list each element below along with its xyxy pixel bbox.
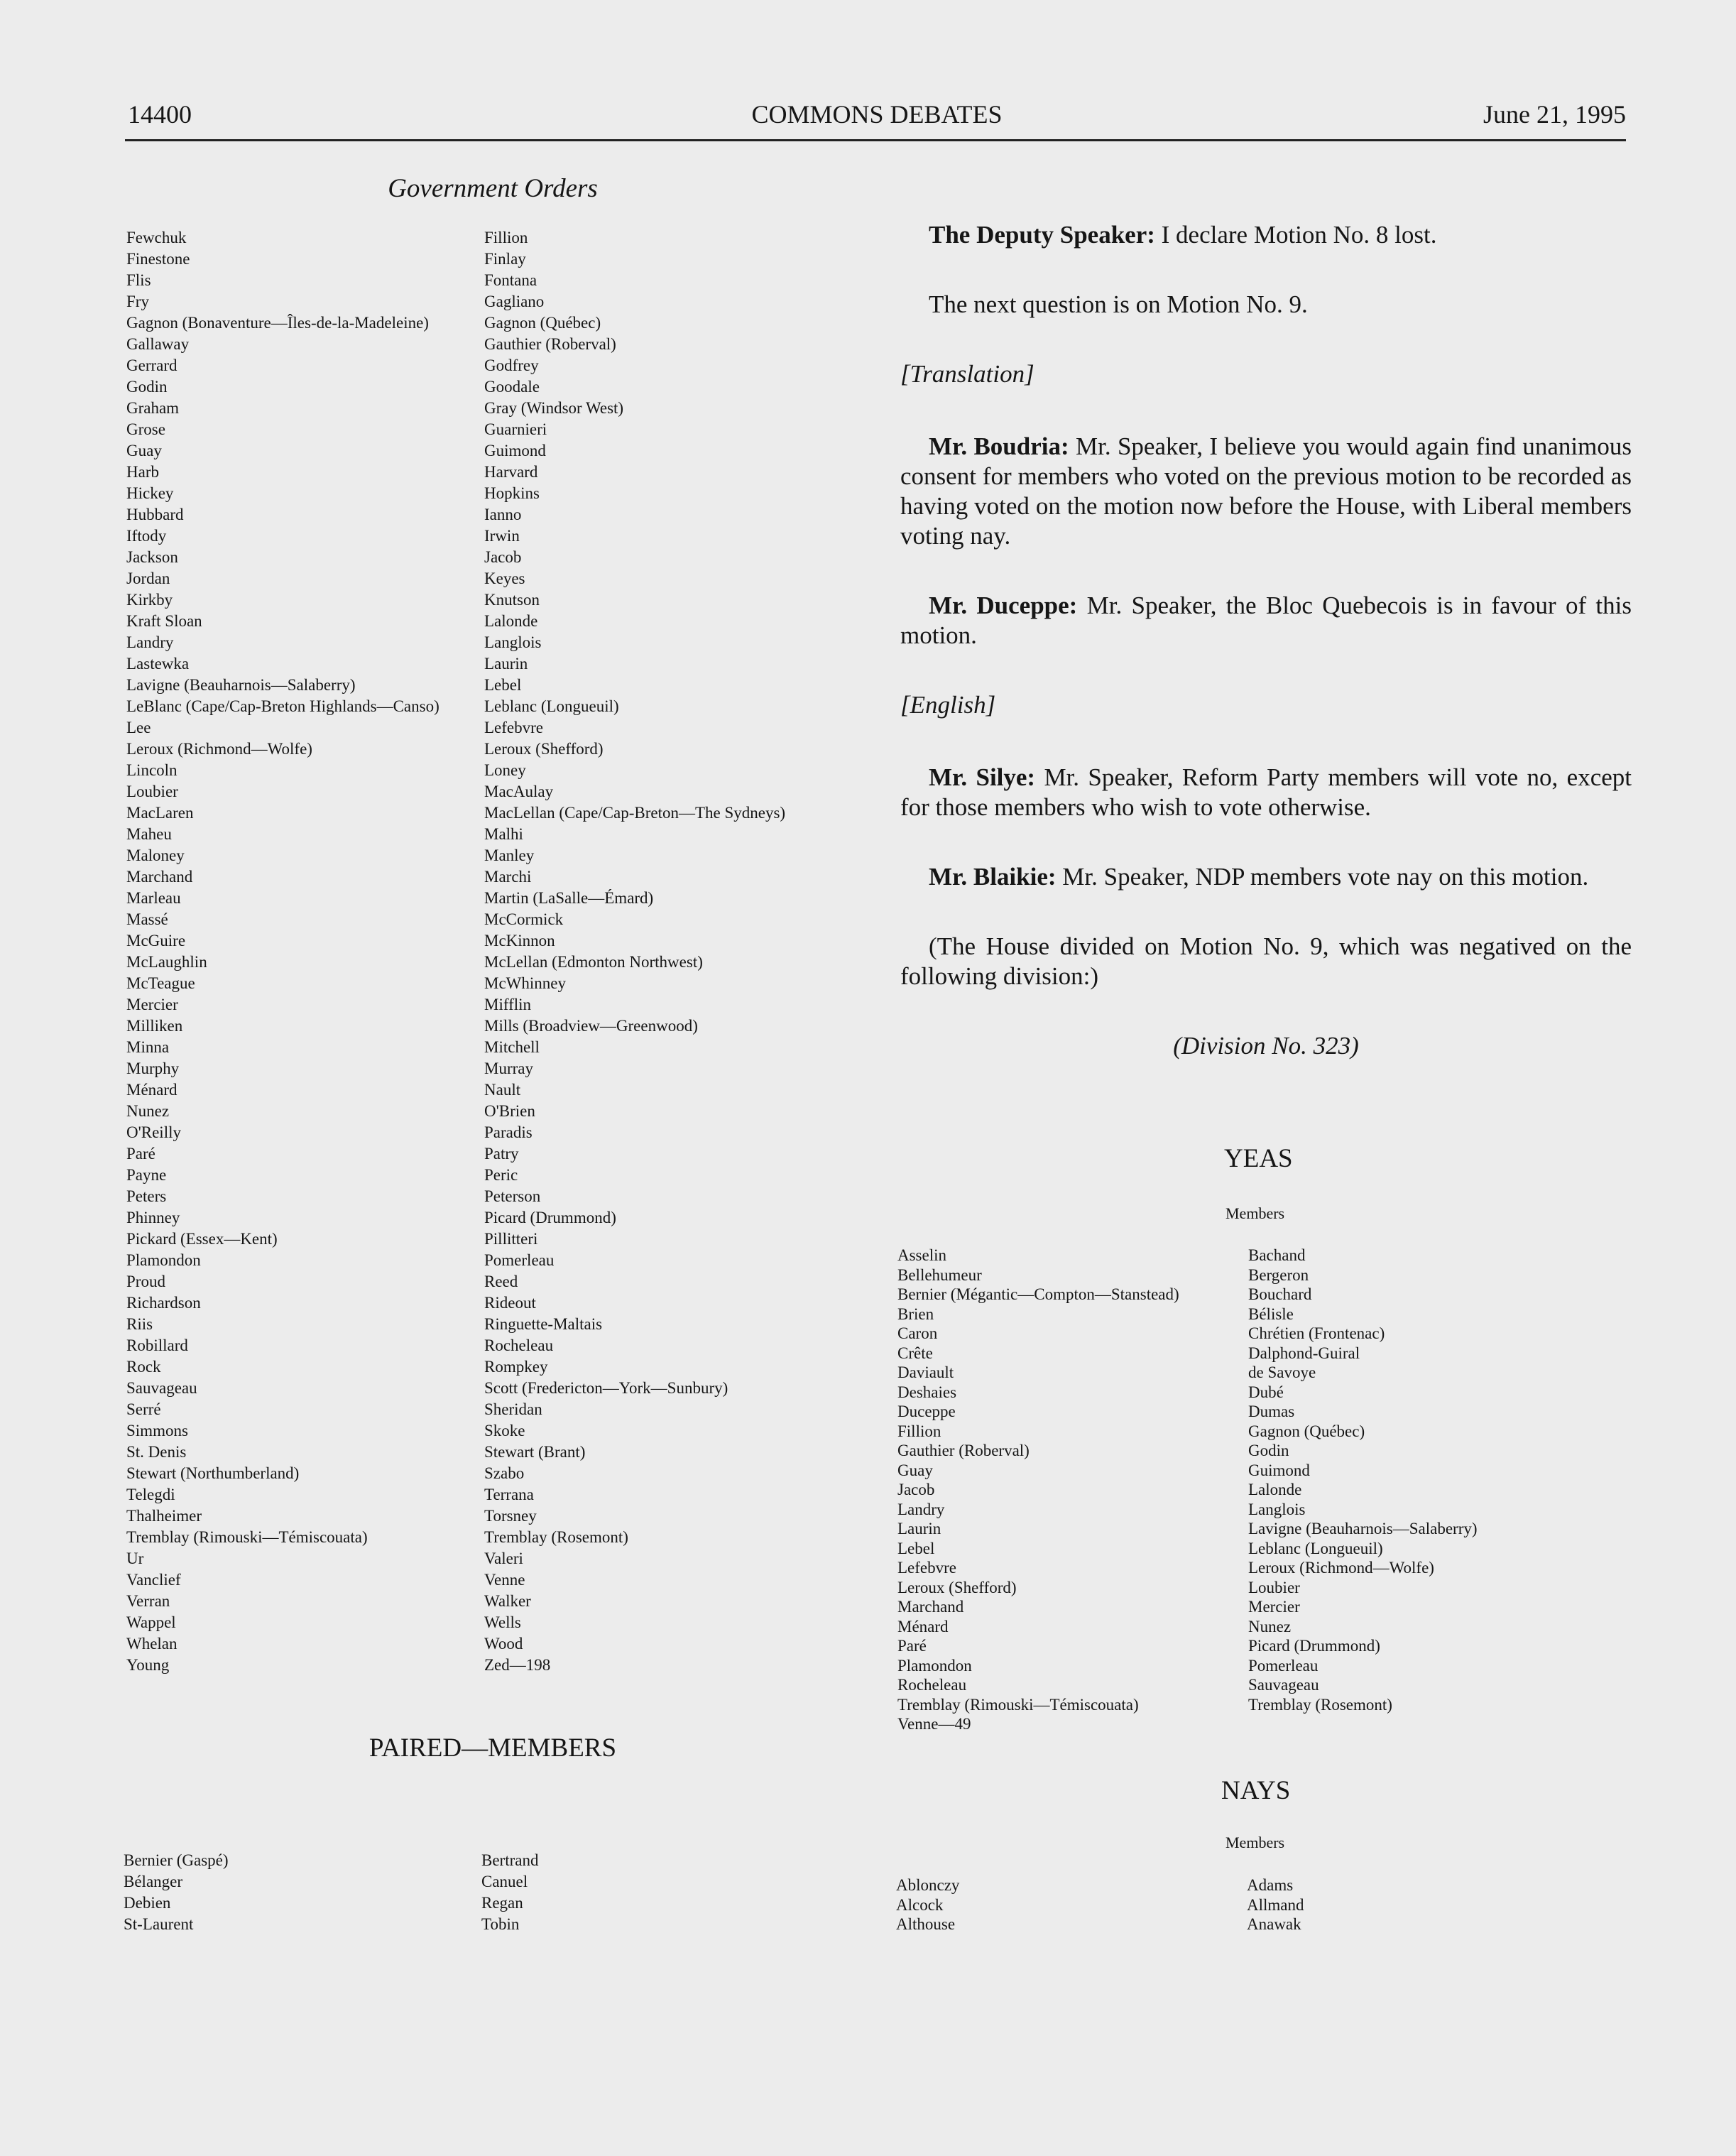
member-name: Gallaway — [126, 335, 190, 353]
nays-column-1 — [896, 1875, 959, 1934]
members-list-column-1 — [126, 227, 467, 1676]
member-name: Venne — [484, 1571, 525, 1589]
member-name: Mitchell — [484, 1038, 540, 1056]
member-name: Guimond — [1248, 1461, 1310, 1479]
member-name: Lavigne (Beauharnois—Salaberry) — [1248, 1520, 1478, 1537]
member-name: Fewchuk — [126, 229, 187, 246]
english-note: [English] — [900, 691, 996, 719]
member-name: Bellehumeur — [897, 1265, 982, 1284]
member-name: Kraft Sloan — [126, 612, 202, 630]
member-name: Terrana — [484, 1486, 534, 1503]
paragraph-next-question: The next question is on Motion No. 9. — [929, 290, 1308, 318]
member-name: Dalphond-Guiral — [1248, 1344, 1360, 1362]
member-name: Torsney — [484, 1507, 537, 1525]
member-name: Gagnon (Québec) — [484, 314, 601, 332]
member-name: Bouchard — [1248, 1285, 1312, 1303]
member-name: Deshaies — [897, 1383, 957, 1401]
member-name: Loubier — [1248, 1578, 1300, 1596]
member-name: Murray — [484, 1060, 533, 1077]
speech-text: I declare Motion No. 8 lost. — [1154, 221, 1437, 249]
member-name: Flis — [126, 271, 151, 289]
member-name: Picard (Drummond) — [484, 1209, 616, 1226]
member-name: Godin — [126, 378, 168, 396]
member-name: Gagnon (Bonaventure—Îles-de-la-Madeleine) — [126, 314, 429, 332]
member-name: Jackson — [126, 548, 178, 566]
member-name: Godin — [1248, 1442, 1289, 1459]
paired-members-heading: PAIRED—MEMBERS — [369, 1733, 617, 1763]
member-name: Lastewka — [126, 655, 190, 673]
member-name: Lee — [126, 719, 151, 736]
member-name: Lincoln — [126, 761, 178, 779]
member-name: Ur — [126, 1550, 144, 1567]
member-name: Marchi — [484, 868, 532, 886]
member-name: St-Laurent — [124, 1915, 194, 1933]
member-name: Harvard — [484, 463, 538, 481]
member-name: Wood — [484, 1635, 523, 1653]
member-name: Telegdi — [126, 1486, 175, 1503]
member-name: de Savoye — [1248, 1363, 1316, 1381]
nays-members-label: Members — [1225, 1834, 1285, 1851]
member-name: Hickey — [126, 484, 174, 502]
member-name: Finlay — [484, 250, 526, 268]
member-name: Marleau — [126, 889, 181, 907]
member-name: Robillard — [126, 1336, 188, 1354]
member-name: Allmand — [1247, 1895, 1304, 1914]
member-name: Hopkins — [484, 484, 540, 502]
member-name: St. Denis — [126, 1443, 187, 1461]
member-name: Graham — [126, 399, 180, 417]
paragraph-silye — [900, 763, 1632, 822]
member-name: Peters — [126, 1187, 167, 1205]
member-name: Paré — [897, 1637, 927, 1655]
member-name: McLellan (Edmonton Northwest) — [484, 953, 703, 971]
member-name: Landry — [126, 633, 174, 651]
member-name: Venne—49 — [897, 1715, 971, 1733]
member-name: Nunez — [126, 1102, 170, 1120]
member-name: Gagnon (Québec) — [1248, 1422, 1365, 1440]
member-name: O'Reilly — [126, 1123, 181, 1141]
member-name: Peric — [484, 1166, 518, 1184]
member-name: Leroux (Richmond—Wolfe) — [126, 740, 312, 758]
member-name: Peterson — [484, 1187, 541, 1205]
member-name: Crête — [897, 1344, 933, 1362]
member-name: Pomerleau — [1248, 1656, 1319, 1675]
member-name: Daviault — [897, 1363, 954, 1381]
member-name: Marchand — [897, 1598, 964, 1616]
member-name: Loubier — [126, 783, 178, 800]
member-name: McKinnon — [484, 932, 555, 949]
member-name: Iftody — [126, 527, 167, 545]
member-name: Bernier (Gaspé) — [124, 1851, 229, 1869]
member-name: Serré — [126, 1400, 161, 1418]
member-name: Ablonczy — [896, 1876, 960, 1894]
member-name: Tremblay (Rosemont) — [1248, 1695, 1392, 1714]
yeas-column-1 — [897, 1246, 1179, 1734]
member-name: Verran — [126, 1592, 170, 1610]
member-name: Jacob — [484, 548, 522, 566]
member-name: Szabo — [484, 1464, 525, 1482]
member-name: Richardson — [126, 1294, 201, 1312]
member-name: Murphy — [126, 1060, 180, 1077]
member-name: Mercier — [126, 996, 178, 1013]
member-name: Leblanc (Longueuil) — [1248, 1539, 1383, 1557]
member-name: Valeri — [484, 1550, 523, 1567]
speaker-name: Mr. Blaikie: — [929, 863, 1057, 891]
member-name: Debien — [124, 1894, 171, 1912]
member-name: Irwin — [484, 527, 520, 545]
member-name: Godfrey — [484, 356, 539, 374]
member-name: Stewart (Northumberland) — [126, 1464, 300, 1482]
member-name: Anawak — [1247, 1915, 1301, 1933]
member-name: Pickard (Essex—Kent) — [126, 1230, 278, 1248]
member-name: Regan — [481, 1894, 523, 1912]
member-name: Caron — [897, 1324, 938, 1342]
member-name: Gerrard — [126, 356, 178, 374]
speaker-name: Mr. Duceppe: — [929, 592, 1078, 619]
member-name: Tremblay (Rimouski—Témiscouata) — [897, 1695, 1139, 1714]
member-name: Scott (Fredericton—York—Sunbury) — [484, 1379, 728, 1397]
member-name: Laurin — [897, 1520, 941, 1537]
member-name: Milliken — [126, 1017, 183, 1035]
member-name: Ianno — [484, 506, 522, 523]
member-name: Payne — [126, 1166, 167, 1184]
member-name: Young — [126, 1656, 170, 1674]
member-name: Massé — [126, 910, 168, 928]
member-name: Rock — [126, 1358, 161, 1376]
member-name: MacLellan (Cape/Cap-Breton—The Sydneys) — [484, 804, 786, 822]
member-name: Laurin — [484, 655, 528, 673]
member-name: Langlois — [484, 633, 542, 651]
member-name: Sheridan — [484, 1400, 542, 1418]
nays-heading: NAYS — [1221, 1776, 1291, 1805]
member-name: Keyes — [484, 570, 525, 587]
member-name: Langlois — [1248, 1500, 1306, 1518]
member-name: O'Brien — [484, 1102, 535, 1120]
member-name: Ringuette-Maltais — [484, 1315, 603, 1333]
member-name: Jordan — [126, 570, 170, 587]
member-name: Rideout — [484, 1294, 536, 1312]
member-name: McWhinney — [484, 974, 566, 992]
paired-column-1 — [124, 1850, 229, 1935]
member-name: Skoke — [484, 1422, 525, 1439]
page-number: 14400 — [128, 100, 192, 129]
member-name: McLaughlin — [126, 953, 207, 971]
division-number: (Division No. 323) — [1173, 1032, 1359, 1060]
member-name: Zed—198 — [484, 1656, 551, 1674]
member-name: Bernier (Mégantic—Compton—Stanstead) — [897, 1285, 1179, 1303]
member-name: Alcock — [896, 1895, 944, 1914]
member-name: Mifflin — [484, 996, 532, 1013]
member-name: Lebel — [897, 1539, 935, 1557]
member-name: Thalheimer — [126, 1507, 202, 1525]
member-name: Dumas — [1248, 1403, 1295, 1420]
member-name: Goodale — [484, 378, 540, 396]
member-name: Nunez — [1248, 1617, 1292, 1635]
member-name: Lalonde — [1248, 1481, 1302, 1498]
member-name: Manley — [484, 846, 535, 864]
member-name: Paré — [126, 1145, 155, 1163]
member-name: Bergeron — [1248, 1265, 1309, 1284]
member-name: Gauthier (Roberval) — [484, 335, 616, 353]
member-name: Gray (Windsor West) — [484, 399, 624, 417]
member-name: Asselin — [897, 1246, 946, 1264]
member-name: Althouse — [896, 1915, 956, 1933]
member-name: Leroux (Shefford) — [484, 740, 604, 758]
member-name: Tremblay (Rosemont) — [484, 1528, 628, 1546]
member-name: Lefebvre — [484, 719, 543, 736]
member-name: Wells — [484, 1613, 521, 1631]
speaker-name: Mr. Silye: — [929, 763, 1036, 791]
member-name: Harb — [126, 463, 159, 481]
member-name: Adams — [1247, 1876, 1294, 1894]
page-header — [128, 99, 1626, 139]
member-name: Tremblay (Rimouski—Témiscouata) — [126, 1528, 368, 1546]
member-name: Riis — [126, 1315, 153, 1333]
member-name: Hubbard — [126, 506, 184, 523]
member-name: Sauvageau — [1248, 1676, 1319, 1694]
member-name: MacAulay — [484, 783, 554, 800]
member-name: Nault — [484, 1081, 521, 1099]
member-name: Vanclief — [126, 1571, 181, 1589]
member-name: Whelan — [126, 1635, 178, 1653]
member-name: McTeague — [126, 974, 195, 992]
member-name: Dubé — [1248, 1383, 1284, 1401]
member-name: MacLaren — [126, 804, 194, 822]
member-name: Wappel — [126, 1613, 176, 1631]
yeas-members-label: Members — [1225, 1204, 1285, 1222]
member-name: Lavigne (Beauharnois—Salaberry) — [126, 676, 356, 694]
debate-text — [900, 220, 1632, 1104]
member-name: Gauthier (Roberval) — [897, 1442, 1030, 1459]
member-name: Kirkby — [126, 591, 173, 609]
member-name: Bachand — [1248, 1246, 1306, 1264]
member-name: Rocheleau — [897, 1676, 967, 1694]
member-name: Bertrand — [481, 1851, 539, 1869]
member-name: Guay — [897, 1461, 933, 1479]
member-name: Jacob — [897, 1481, 935, 1498]
member-name: Brien — [897, 1305, 934, 1323]
member-name: Leroux (Shefford) — [897, 1578, 1017, 1596]
member-name: McGuire — [126, 932, 186, 949]
translation-note: [Translation] — [900, 360, 1034, 388]
speech-text: Mr. Speaker, I believe you would again find unanimous consent for members who voted on the previous motion to be recorded as having voted on the motion now before the House, with Liberal members voting nay. — [900, 432, 1632, 550]
member-name: Knutson — [484, 591, 540, 609]
members-list-column-2 — [484, 227, 882, 1676]
member-name: Paradis — [484, 1123, 533, 1141]
paragraph-boudria — [900, 432, 1632, 551]
publication-date: June 21, 1995 — [1483, 100, 1626, 129]
speaker-name: Mr. Boudria: — [929, 432, 1069, 460]
section-title: Government Orders — [388, 174, 598, 203]
yeas-column-2 — [1248, 1246, 1478, 1714]
paired-column-2 — [481, 1850, 538, 1935]
member-name: Pillitteri — [484, 1230, 538, 1248]
member-name: Sauvageau — [126, 1379, 197, 1397]
member-name: Maheu — [126, 825, 172, 843]
member-name: Rompkey — [484, 1358, 548, 1376]
member-name: Martin (LaSalle—Émard) — [484, 889, 654, 907]
header-rule — [125, 139, 1626, 141]
member-name: Reed — [484, 1273, 518, 1290]
member-name: Leroux (Richmond—Wolfe) — [1248, 1559, 1434, 1577]
member-name: Ménard — [897, 1617, 949, 1635]
member-name: Lalonde — [484, 612, 538, 630]
member-name: Guay — [126, 442, 162, 459]
member-name: Chrétien (Frontenac) — [1248, 1324, 1385, 1342]
member-name: McCormick — [484, 910, 564, 928]
speech-text: Mr. Speaker, the Bloc Quebecois is in favour of this motion. — [900, 592, 1632, 649]
member-name: Stewart (Brant) — [484, 1443, 586, 1461]
member-name: Finestone — [126, 250, 190, 268]
paragraph-division-note: (The House divided on Motion No. 9, which was negatived on the following division:) — [900, 932, 1632, 990]
member-name: Grose — [126, 420, 165, 438]
member-name: Gagliano — [484, 293, 545, 310]
paragraph-deputy-speaker — [900, 220, 1632, 250]
member-name: Fry — [126, 293, 149, 310]
publication-title: COMMONS DEBATES — [751, 100, 1003, 129]
member-name: Mills (Broadview—Greenwood) — [484, 1017, 698, 1035]
paragraph-blaikie — [900, 862, 1632, 892]
member-name: Tobin — [481, 1915, 520, 1933]
member-name: Canuel — [481, 1873, 528, 1890]
member-name: Minna — [126, 1038, 170, 1056]
speech-text: Mr. Speaker, NDP members vote nay on this motion. — [1056, 863, 1589, 891]
member-name: Fontana — [484, 271, 537, 289]
nays-column-2 — [1247, 1875, 1304, 1934]
member-name: Lebel — [484, 676, 522, 694]
member-name: Fillion — [484, 229, 528, 246]
member-name: Loney — [484, 761, 526, 779]
member-name: Mercier — [1248, 1598, 1300, 1616]
yeas-heading: YEAS — [1224, 1144, 1293, 1173]
member-name: Duceppe — [897, 1403, 956, 1420]
member-name: Guimond — [484, 442, 546, 459]
member-name: Simmons — [126, 1422, 188, 1439]
member-name: Plamondon — [126, 1251, 201, 1269]
member-name: Fillion — [897, 1422, 941, 1440]
member-name: Leblanc (Longueuil) — [484, 697, 619, 715]
speech-text: Mr. Speaker, Reform Party members will vote no, except for those members who wish to vote otherwise. — [900, 763, 1632, 821]
speaker-name: The Deputy Speaker: — [929, 221, 1155, 249]
member-name: Bélisle — [1248, 1305, 1294, 1323]
member-name: Lefebvre — [897, 1559, 956, 1577]
member-name: Phinney — [126, 1209, 180, 1226]
member-name: Bélanger — [124, 1873, 183, 1890]
member-name: Maloney — [126, 846, 185, 864]
member-name: Patry — [484, 1145, 519, 1163]
member-name: Guarnieri — [484, 420, 547, 438]
member-name: Plamondon — [897, 1656, 972, 1675]
member-name: Walker — [484, 1592, 531, 1610]
member-name: Rocheleau — [484, 1336, 554, 1354]
member-name: LeBlanc (Cape/Cap-Breton Highlands—Canso) — [126, 697, 440, 715]
paragraph-duceppe — [900, 591, 1632, 650]
member-name: Marchand — [126, 868, 193, 886]
member-name: Proud — [126, 1273, 165, 1290]
member-name: Landry — [897, 1500, 945, 1518]
member-name: Pomerleau — [484, 1251, 555, 1269]
member-name: Picard (Drummond) — [1248, 1637, 1380, 1655]
member-name: Malhi — [484, 825, 523, 843]
member-name: Ménard — [126, 1081, 178, 1099]
